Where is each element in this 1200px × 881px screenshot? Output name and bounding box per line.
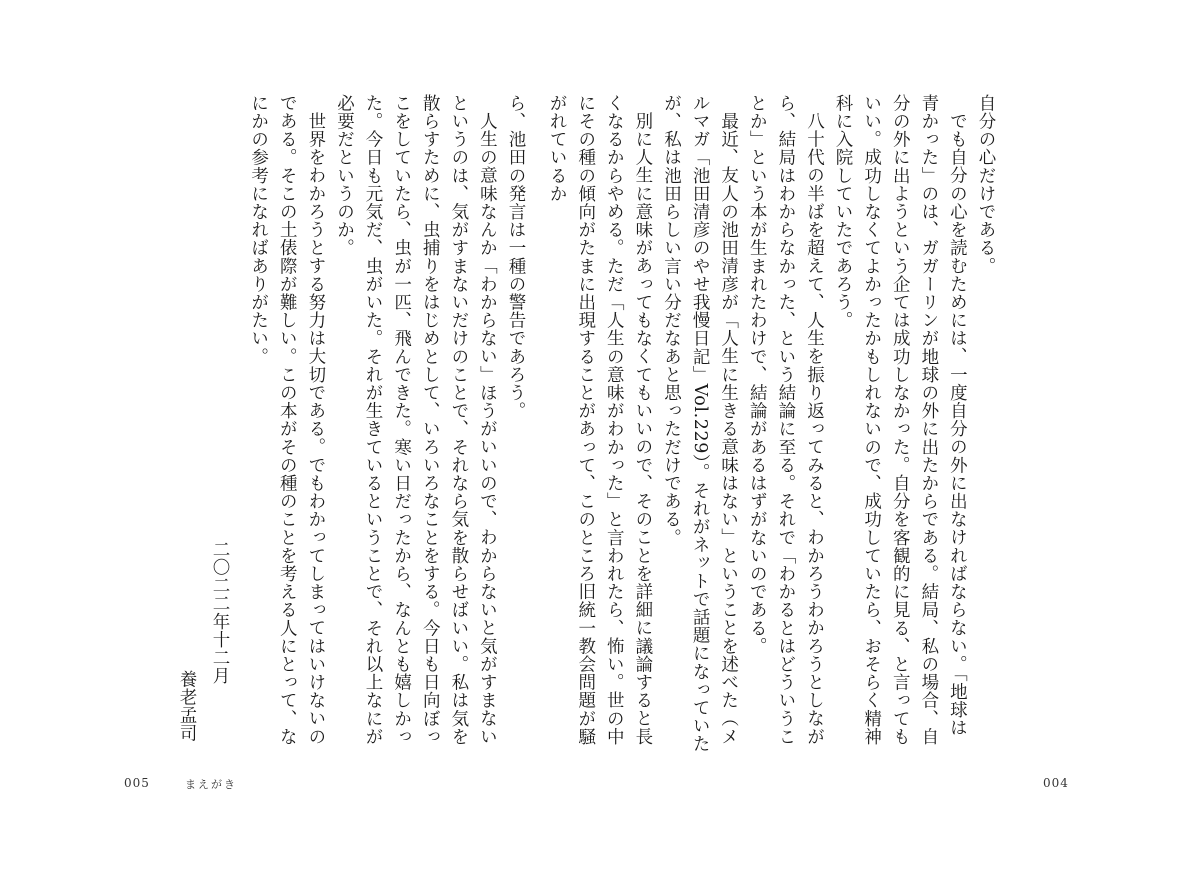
paragraph: 別に人生に意味があってもなくてもいいので、そのことを詳細に議論すると長くなるからやめる。ただ「人生の意味がわかった」と言われたら、怖い。世の中にその種の傾向がたまに出現することがあって、このところ旧統一教会問題が騒がれているか bbox=[547, 94, 653, 746]
signature-author: 養老孟司 bbox=[177, 670, 197, 743]
paragraph: ら、池田の発言は一種の警告であろう。 bbox=[506, 94, 526, 420]
paragraph: 人生の意味なんか「わからない」ほうがいいので、わからないと気がすまないというのは、気がすまないだけのことで、それなら気を散らせばいい。私は気を散らすために、虫捕りをはじめとして、いろいろなことをする。今日も日向ぼっこをしていたら、虫が一匹、飛んできた。寒い日だったから、なんとも嬉しかった。今日も元気だ、虫がいた。それが生きているということで、それ以上なにが必要だというのか。 bbox=[334, 94, 498, 746]
paragraph: 最近、友人の池田清彦が「人生に生きる意味はない」ということを述べた（メルマガ「池田清彦のやせ我慢日記」Vol.229）。それがネットで話題になっていたが、私は池田らしい言い分だなあと思っただけである。 bbox=[661, 94, 739, 753]
right-page-text bbox=[547, 94, 1000, 754]
running-head-title: まえがき bbox=[185, 778, 237, 791]
paragraph: 世界をわかろうとする努力は大切である。でもわかってしまってはいけないのである。そこの土俵際が難しい。この本がその種のことを考える人にとって、なにかの参考になればありがたい。 bbox=[248, 94, 326, 746]
paragraph: 八十代の半ばを超えて、人生を振り返ってみると、わかろうわかろうとしながら、結局はわからなかった、という結論に至る。それで「わかるとはどういうことか」という本が生まれたわけで、結論があるはずがないのである。 bbox=[747, 94, 825, 746]
signature-date: 二〇二二年十二月 bbox=[210, 540, 230, 685]
page-number-left: 005 bbox=[124, 776, 150, 790]
page-number-right: 004 bbox=[1043, 776, 1069, 790]
left-page-text bbox=[248, 94, 530, 754]
paragraph: でも自分の心を読むためには、一度自分の外に出なければならない。「地球は青かった」のは、ガガーリンが地球の外に出たからである。結局、私の場合、自分の外に出ようという企ては成功しなかった。自分を客観的に見る、と言ってもいい。成功しなくてよかったかもしれないので、成功していたら、おそらく精神科に入院していたであろう。 bbox=[833, 94, 968, 746]
paragraph: 自分の心だけである。 bbox=[976, 94, 996, 275]
